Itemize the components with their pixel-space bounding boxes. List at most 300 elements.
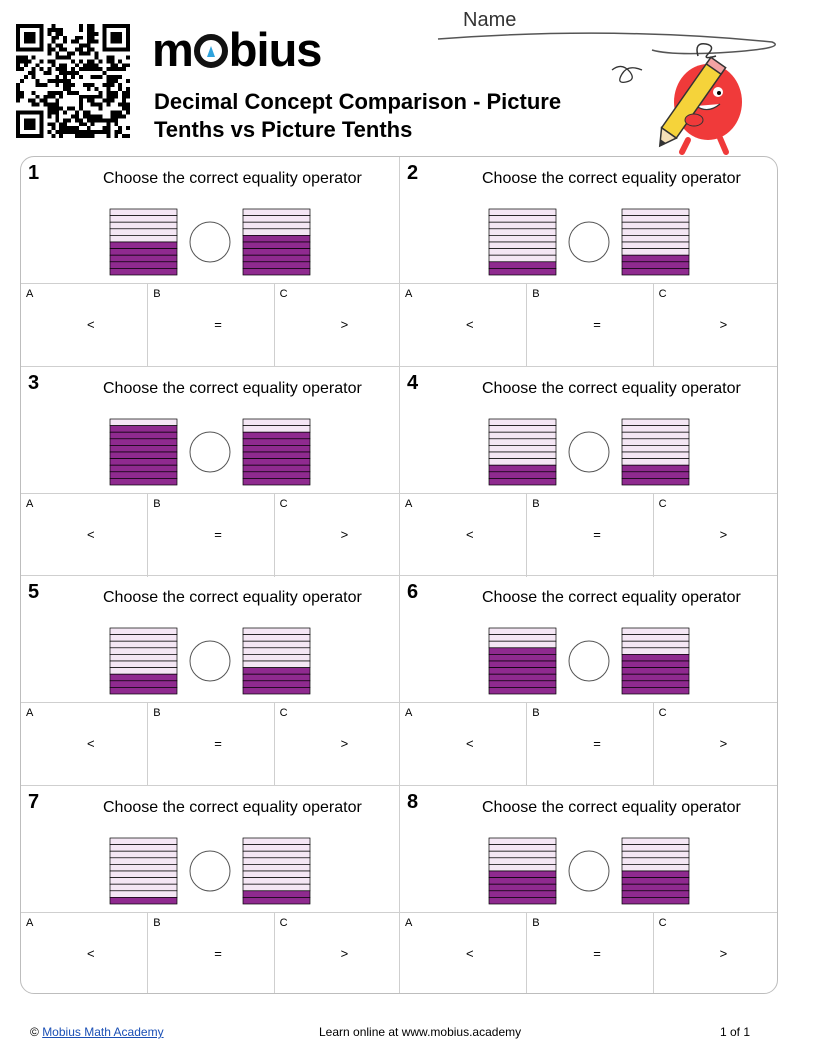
question-card xyxy=(21,576,400,786)
tenth-segment xyxy=(243,432,310,439)
tenth-segment xyxy=(243,628,310,635)
tenth-segment xyxy=(622,465,689,472)
answer-options xyxy=(400,283,778,367)
option-symbol: = xyxy=(593,317,601,332)
option-symbol: = xyxy=(593,526,601,542)
option-symbol: = xyxy=(214,526,222,542)
answer-option-b[interactable] xyxy=(147,703,273,786)
tenth-segment xyxy=(489,851,556,858)
answer-option-b[interactable] xyxy=(526,913,652,995)
tenths-comparison-figure xyxy=(21,417,400,487)
right-tenths-bar xyxy=(243,209,310,275)
tenth-segment xyxy=(622,674,689,681)
left-tenths-bar xyxy=(489,209,556,275)
answer-option-c[interactable] xyxy=(274,494,400,577)
option-letter: B xyxy=(153,288,161,300)
tenths-comparison-figure xyxy=(21,626,400,696)
question-prompt: Choose the correct equality operator xyxy=(482,589,741,606)
tenth-segment xyxy=(622,884,689,891)
tenth-segment xyxy=(243,838,310,845)
option-symbol: < xyxy=(87,526,95,542)
option-symbol: < xyxy=(466,736,474,751)
tenth-segment xyxy=(622,635,689,642)
tenth-segment xyxy=(110,864,177,871)
question-card xyxy=(21,157,400,367)
question-prompt: Choose the correct equality operator xyxy=(103,589,362,606)
option-letter: A xyxy=(405,707,413,719)
tenth-segment xyxy=(243,438,310,445)
option-symbol: < xyxy=(466,317,474,332)
option-symbol: < xyxy=(466,945,474,961)
tenth-segment xyxy=(489,857,556,864)
tenth-segment xyxy=(622,438,689,445)
option-letter: B xyxy=(532,916,540,929)
option-letter: C xyxy=(658,707,667,719)
page-title: Decimal Concept Comparison - Picture Tenths vs Picture Tenths xyxy=(154,89,562,142)
tenth-segment xyxy=(622,661,689,668)
option-symbol: > xyxy=(719,317,728,332)
question-card xyxy=(21,367,400,577)
operator-blank-circle[interactable] xyxy=(569,641,609,681)
tenth-segment xyxy=(243,452,310,459)
tenth-segment xyxy=(622,262,689,269)
tenth-segment xyxy=(243,674,310,681)
tenth-segment xyxy=(489,458,556,465)
tenth-segment xyxy=(110,641,177,648)
answer-option-b[interactable] xyxy=(526,284,652,367)
tenth-segment xyxy=(243,249,310,256)
tenth-segment xyxy=(622,268,689,275)
option-letter: C xyxy=(279,288,288,300)
tenth-segment xyxy=(110,438,177,445)
tenth-segment xyxy=(622,668,689,675)
tenth-segment xyxy=(622,844,689,851)
tenth-segment xyxy=(110,425,177,432)
answer-option-c[interactable] xyxy=(653,703,778,786)
right-tenths-bar xyxy=(622,628,689,694)
tenth-segment xyxy=(243,877,310,884)
option-symbol: = xyxy=(593,945,601,961)
option-letter: B xyxy=(153,707,161,719)
tenth-segment xyxy=(110,668,177,675)
tenth-segment xyxy=(243,478,310,485)
tenth-segment xyxy=(622,216,689,223)
tenth-segment xyxy=(243,229,310,236)
tenth-segment xyxy=(243,235,310,242)
tenth-segment xyxy=(622,838,689,845)
question-prompt: Choose the correct equality operator xyxy=(482,379,741,397)
tenth-segment xyxy=(622,897,689,904)
tenth-segment xyxy=(243,268,310,275)
answer-option-b[interactable] xyxy=(526,703,652,786)
tenth-segment xyxy=(110,452,177,459)
tenth-segment xyxy=(489,425,556,432)
answer-options xyxy=(21,283,400,367)
tenth-segment xyxy=(622,877,689,884)
option-letter: A xyxy=(26,707,34,719)
option-symbol: > xyxy=(340,317,349,332)
right-tenths-bar xyxy=(622,419,689,485)
answer-option-c[interactable] xyxy=(653,284,778,367)
tenth-segment xyxy=(489,844,556,851)
tenth-segment xyxy=(489,674,556,681)
tenth-segment xyxy=(243,262,310,269)
tenths-comparison-figure xyxy=(400,836,778,906)
tenth-segment xyxy=(243,242,310,249)
tenth-segment xyxy=(110,628,177,635)
tenth-segment xyxy=(622,857,689,864)
answer-option-c[interactable] xyxy=(653,913,778,995)
logo-letters-bius: bius xyxy=(228,23,322,76)
tenth-segment xyxy=(110,635,177,642)
question-number: 1 xyxy=(28,162,40,184)
tenth-segment xyxy=(110,216,177,223)
tenth-segment xyxy=(243,648,310,655)
option-letter: C xyxy=(658,916,667,929)
answer-options xyxy=(21,912,400,995)
tenth-segment xyxy=(489,229,556,236)
tenth-segment xyxy=(622,864,689,871)
name-label: Name xyxy=(463,9,517,31)
tenth-segment xyxy=(622,419,689,426)
tenth-segment xyxy=(110,255,177,262)
tenth-segment xyxy=(489,222,556,229)
tenth-segment xyxy=(110,844,177,851)
tenth-segment xyxy=(489,249,556,256)
answer-options xyxy=(21,493,400,577)
tenth-segment xyxy=(110,838,177,845)
tenth-segment xyxy=(243,844,310,851)
question-card xyxy=(400,576,778,786)
tenth-segment xyxy=(243,661,310,668)
tenth-segment xyxy=(622,445,689,452)
tenth-segment xyxy=(622,471,689,478)
left-tenths-bar xyxy=(489,419,556,485)
tenth-segment xyxy=(622,648,689,655)
tenth-segment xyxy=(110,419,177,426)
tenth-segment xyxy=(110,465,177,472)
tenth-segment xyxy=(243,871,310,878)
option-letter: A xyxy=(26,497,34,510)
tenth-segment xyxy=(243,465,310,472)
option-letter: A xyxy=(405,288,413,300)
tenth-segment xyxy=(489,838,556,845)
question-prompt: Choose the correct equality operator xyxy=(103,379,362,397)
mobius-academy-link[interactable]: Mobius Math Academy xyxy=(42,1025,164,1039)
tenth-segment xyxy=(489,438,556,445)
option-symbol: > xyxy=(340,945,349,961)
tenth-segment xyxy=(622,851,689,858)
operator-blank-circle[interactable] xyxy=(569,851,609,891)
qr-code-icon xyxy=(16,24,130,138)
tenth-segment xyxy=(489,452,556,459)
tenth-segment xyxy=(489,648,556,655)
tenth-segment xyxy=(489,478,556,485)
operator-blank-circle[interactable] xyxy=(190,432,230,472)
tenth-segment xyxy=(622,242,689,249)
option-letter: B xyxy=(153,497,161,510)
tenth-segment xyxy=(622,871,689,878)
tenths-comparison-figure xyxy=(21,207,400,277)
tenth-segment xyxy=(110,871,177,878)
answer-option-a[interactable] xyxy=(21,703,147,786)
question-number: 4 xyxy=(407,371,419,394)
right-tenths-bar xyxy=(622,838,689,904)
tenth-segment xyxy=(110,235,177,242)
question-card xyxy=(400,786,778,995)
tenth-segment xyxy=(110,661,177,668)
tenth-segment xyxy=(243,668,310,675)
question-number: 5 xyxy=(28,581,40,603)
tenth-segment xyxy=(110,897,177,904)
tenth-segment xyxy=(489,465,556,472)
tenth-segment xyxy=(489,471,556,478)
tenth-segment xyxy=(243,216,310,223)
option-letter: B xyxy=(532,707,540,719)
tenth-segment xyxy=(489,668,556,675)
tenth-segment xyxy=(489,884,556,891)
tenth-segment xyxy=(622,890,689,897)
tenth-segment xyxy=(489,262,556,269)
question-prompt: Choose the correct equality operator xyxy=(103,170,362,187)
tenth-segment xyxy=(243,687,310,694)
option-letter: B xyxy=(532,497,540,510)
question-card xyxy=(400,367,778,577)
tenth-segment xyxy=(243,890,310,897)
left-tenths-bar xyxy=(110,419,177,485)
option-symbol: = xyxy=(214,945,222,961)
answer-option-c[interactable] xyxy=(274,913,400,995)
tenth-segment xyxy=(489,216,556,223)
answer-options xyxy=(400,912,778,995)
tenth-segment xyxy=(110,458,177,465)
answer-option-b[interactable] xyxy=(147,284,273,367)
tenth-segment xyxy=(622,628,689,635)
operator-blank-circle[interactable] xyxy=(190,851,230,891)
answer-option-a[interactable] xyxy=(21,284,147,367)
tenth-segment xyxy=(489,419,556,426)
tenth-segment xyxy=(489,890,556,897)
tenth-segment xyxy=(489,635,556,642)
question-number: 8 xyxy=(407,790,419,813)
tenth-segment xyxy=(110,681,177,688)
option-symbol: = xyxy=(593,736,601,751)
tenth-segment xyxy=(110,877,177,884)
question-card xyxy=(400,157,778,367)
option-symbol: < xyxy=(87,317,95,332)
tenth-segment xyxy=(110,209,177,216)
tenth-segment xyxy=(489,255,556,262)
tenths-comparison-figure xyxy=(400,417,778,487)
answer-option-a[interactable] xyxy=(21,913,147,995)
question-card xyxy=(21,786,400,995)
answer-option-a[interactable] xyxy=(400,494,526,577)
tenth-segment xyxy=(110,222,177,229)
option-letter: A xyxy=(26,916,34,929)
tenth-segment xyxy=(110,242,177,249)
tenth-segment xyxy=(110,674,177,681)
answer-options xyxy=(400,702,778,786)
answer-option-a[interactable] xyxy=(400,913,526,995)
mobius-logo xyxy=(152,22,321,78)
answer-option-b[interactable] xyxy=(147,494,273,577)
right-tenths-bar xyxy=(243,419,310,485)
option-letter: C xyxy=(658,497,667,510)
option-letter: C xyxy=(658,288,667,300)
question-grid xyxy=(20,156,778,994)
operator-blank-circle[interactable] xyxy=(190,222,230,262)
tenth-segment xyxy=(243,445,310,452)
tenth-segment xyxy=(243,635,310,642)
tenths-comparison-figure xyxy=(400,207,778,277)
tenth-segment xyxy=(622,687,689,694)
tenth-segment xyxy=(243,897,310,904)
answer-options xyxy=(21,702,400,786)
right-tenths-bar xyxy=(243,628,310,694)
tenth-segment xyxy=(622,452,689,459)
tenth-segment xyxy=(489,877,556,884)
footer-copyright xyxy=(30,1025,164,1039)
option-letter: A xyxy=(26,288,34,300)
option-symbol: = xyxy=(214,736,222,751)
answer-option-b[interactable] xyxy=(147,913,273,995)
tenth-segment xyxy=(110,890,177,897)
tenth-segment xyxy=(243,209,310,216)
tenth-segment xyxy=(110,229,177,236)
tenth-segment xyxy=(489,871,556,878)
tenth-segment xyxy=(489,242,556,249)
option-symbol: > xyxy=(719,736,728,751)
tenth-segment xyxy=(489,235,556,242)
option-letter: A xyxy=(405,916,413,929)
tenth-segment xyxy=(622,478,689,485)
tenth-segment xyxy=(243,654,310,661)
operator-blank-circle[interactable] xyxy=(569,222,609,262)
tenth-segment xyxy=(489,445,556,452)
copyright-symbol: © xyxy=(30,1025,39,1039)
tenth-segment xyxy=(243,458,310,465)
tenth-segment xyxy=(489,864,556,871)
tenth-segment xyxy=(622,654,689,661)
answer-option-c[interactable] xyxy=(274,703,400,786)
tenth-segment xyxy=(489,209,556,216)
tenth-segment xyxy=(110,654,177,661)
operator-blank-circle[interactable] xyxy=(569,432,609,472)
answer-option-b[interactable] xyxy=(526,494,652,577)
tenth-segment xyxy=(622,432,689,439)
tenth-segment xyxy=(489,432,556,439)
tenth-segment xyxy=(243,425,310,432)
left-tenths-bar xyxy=(489,628,556,694)
tenth-segment xyxy=(110,478,177,485)
option-symbol: < xyxy=(87,736,95,751)
tenth-segment xyxy=(622,255,689,262)
option-letter: B xyxy=(532,288,540,300)
question-prompt: Choose the correct equality operator xyxy=(482,170,741,187)
tenth-segment xyxy=(110,432,177,439)
tenth-segment xyxy=(489,661,556,668)
logo-letter-m: m xyxy=(152,23,193,76)
answer-option-c[interactable] xyxy=(653,494,778,577)
operator-blank-circle[interactable] xyxy=(190,641,230,681)
tenth-segment xyxy=(622,425,689,432)
footer-page-number: 1 of 1 xyxy=(720,1025,751,1039)
right-tenths-bar xyxy=(622,209,689,275)
question-number: 7 xyxy=(28,790,40,813)
tenth-segment xyxy=(489,628,556,635)
tenth-segment xyxy=(243,884,310,891)
answer-option-c[interactable] xyxy=(274,284,400,367)
option-symbol: > xyxy=(719,945,728,961)
option-symbol: > xyxy=(340,736,349,751)
tenth-segment xyxy=(110,851,177,858)
answer-option-a[interactable] xyxy=(400,703,526,786)
tenth-segment xyxy=(110,471,177,478)
tenth-segment xyxy=(622,209,689,216)
tenth-segment xyxy=(110,648,177,655)
option-symbol: > xyxy=(719,526,728,542)
tenth-segment xyxy=(243,681,310,688)
tenth-segment xyxy=(622,249,689,256)
tenth-segment xyxy=(110,268,177,275)
tenth-segment xyxy=(243,222,310,229)
tenth-segment xyxy=(622,681,689,688)
tenth-segment xyxy=(243,641,310,648)
answer-option-a[interactable] xyxy=(400,284,526,367)
option-symbol: < xyxy=(466,526,474,542)
pencil-mascot-icon xyxy=(610,40,760,160)
right-tenths-bar xyxy=(243,838,310,904)
tenth-segment xyxy=(622,641,689,648)
question-prompt: Choose the correct equality operator xyxy=(103,798,362,816)
tenth-segment xyxy=(243,857,310,864)
tenth-segment xyxy=(489,641,556,648)
question-number: 2 xyxy=(407,162,419,184)
tenth-segment xyxy=(243,851,310,858)
tenth-segment xyxy=(489,897,556,904)
tenths-comparison-figure xyxy=(400,626,778,696)
option-symbol: = xyxy=(214,317,222,332)
left-tenths-bar xyxy=(489,838,556,904)
option-letter: B xyxy=(153,916,161,929)
left-tenths-bar xyxy=(110,628,177,694)
left-tenths-bar xyxy=(110,209,177,275)
tenth-segment xyxy=(489,687,556,694)
tenth-segment xyxy=(110,262,177,269)
left-tenths-bar xyxy=(110,838,177,904)
answer-option-a[interactable] xyxy=(21,494,147,577)
tenth-segment xyxy=(110,687,177,694)
tenth-segment xyxy=(622,458,689,465)
option-letter: A xyxy=(405,497,413,510)
option-letter: C xyxy=(279,497,288,510)
question-number: 6 xyxy=(407,581,419,603)
option-letter: C xyxy=(279,916,288,929)
question-prompt: Choose the correct equality operator xyxy=(482,798,741,816)
tenth-segment xyxy=(110,857,177,864)
question-number: 3 xyxy=(28,371,40,394)
tenth-segment xyxy=(489,268,556,275)
tenths-comparison-figure xyxy=(21,836,400,906)
tenth-segment xyxy=(243,255,310,262)
option-symbol: < xyxy=(87,945,95,961)
tenth-segment xyxy=(622,222,689,229)
tenth-segment xyxy=(110,249,177,256)
footer-learn-online: Learn online at www.mobius.academy xyxy=(319,1025,522,1039)
option-symbol: > xyxy=(340,526,349,542)
answer-options xyxy=(400,493,778,577)
tenth-segment xyxy=(622,229,689,236)
